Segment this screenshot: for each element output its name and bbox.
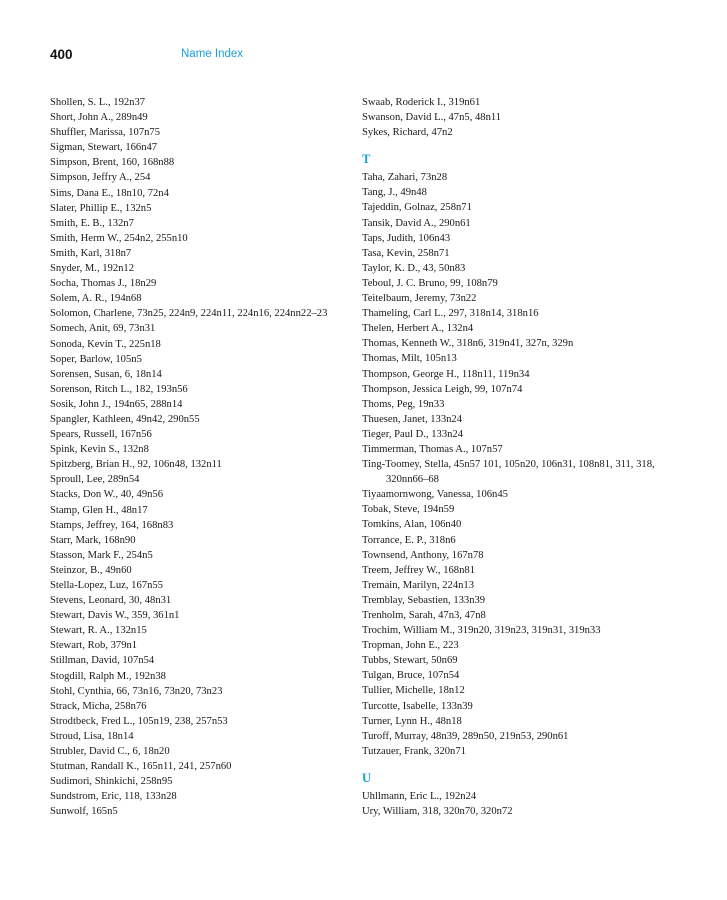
index-entry: Solomon, Charlene, 73n25, 224n9, 224n11, 224n16, 224nn22–23: [50, 308, 328, 320]
index-entry: Smith, Herm W., 254n2, 255n10: [50, 232, 188, 244]
index-entry: Spears, Russell, 167n56: [50, 429, 152, 441]
index-entry: Stewart, Rob, 379n1: [50, 640, 138, 652]
index-entry: Sigman, Stewart, 166n47: [50, 142, 158, 154]
index-entry: Simpson, Brent, 160, 168n88: [50, 157, 175, 169]
index-entry: Taha, Zahari, 73n28: [362, 172, 448, 184]
index-entry: Taps, Judith, 106n43: [362, 232, 451, 244]
index-entry: Short, John A., 289n49: [50, 112, 148, 124]
index-entry: Thompson, Jessica Leigh, 99, 107n74: [362, 383, 523, 395]
index-entry: Stevens, Leonard, 30, 48n31: [50, 595, 172, 607]
index-entry: Simpson, Jeffry A., 254: [50, 172, 151, 184]
index-entry: Stella-Lopez, Luz, 167n55: [50, 580, 163, 591]
index-entry: Thuesen, Janet, 133n24: [362, 413, 463, 425]
index-entry: Starr, Mark, 168n90: [50, 534, 136, 546]
index-entry: Sudimori, Shinkichi, 258n95: [50, 776, 173, 788]
section-letter-u: U: [362, 770, 372, 785]
page-number: 400: [50, 47, 73, 62]
index-entry: Treem, Jeffrey W., 168n81: [362, 564, 475, 576]
index-entry: Tansik, David A., 290n61: [362, 217, 471, 229]
index-entry: Shollen, S. L., 192n37: [50, 97, 146, 108]
index-entry: Stewart, Davis W., 359, 361n1: [50, 610, 180, 622]
index-entry: Thompson, George H., 118n11, 119n34: [362, 368, 530, 380]
index-entry: Snyder, M., 192n12: [50, 263, 135, 275]
index-entry: Steinzor, B., 49n60: [50, 564, 132, 576]
index-entry: Thoms, Peg, 19n33: [362, 398, 445, 410]
index-entry: Stamp, Glen H., 48n17: [50, 504, 148, 516]
index-entry: Smith, Karl, 318n7: [50, 247, 132, 259]
index-entry: Turner, Lynn H., 48n18: [362, 715, 462, 727]
index-entry: Turcotte, Isabelle, 133n39: [362, 700, 473, 712]
index-entry: Trochim, William M., 319n20, 319n23, 319n31, 319n33: [362, 625, 601, 637]
index-entry: Sunwolf, 165n5: [50, 806, 118, 818]
index-entry: Sonoda, Kevin T., 225n18: [50, 338, 161, 350]
index-entry: Strack, Micha, 258n76: [50, 700, 147, 712]
index-entry: Tropman, John E., 223: [362, 640, 459, 652]
index-entry: Spitzberg, Brian H., 92, 106n48, 132n11: [50, 459, 222, 471]
index-entry: Stamps, Jeffrey, 164, 168n83: [50, 519, 174, 531]
index-entry: Thelen, Herbert A., 132n4: [362, 323, 474, 335]
index-entry: Tobak, Steve, 194n59: [362, 504, 455, 516]
index-entry: Solem, A. R., 194n68: [50, 293, 142, 305]
page-header: [0, 47, 727, 67]
index-entry: Stogdill, Ralph M., 192n38: [50, 670, 166, 682]
index-entry: Tieger, Paul D., 133n24: [362, 428, 464, 440]
index-entry: Swanson, David L., 47n5, 48n11: [362, 112, 502, 124]
index-entry: Thomas, Milt, 105n13: [362, 353, 457, 365]
index-entry: Ury, William, 318, 320n70, 320n72: [362, 806, 513, 818]
index-entry: Sykes, Richard, 47n2: [362, 127, 453, 139]
index-entry: Smith, E. B., 132n7: [50, 217, 134, 229]
index-entry: Ting-Toomey, Stella, 45n57 101, 105n20, 106n31, 108n81, 311, 318, 320nn66–68: [362, 459, 655, 486]
index-entry: Stutman, Randall K., 165n11, 241, 257n60: [50, 761, 232, 773]
index-entry: Stohl, Cynthia, 66, 73n16, 73n20, 73n23: [50, 685, 223, 697]
index-entry: Sundstrom, Eric, 118, 133n28: [50, 791, 177, 803]
index-entry: Socha, Thomas J., 18n29: [50, 278, 157, 290]
index-entry: Strodtbeck, Fred L., 105n19, 238, 257n53: [50, 715, 228, 727]
index-entry: Thameling, Carl L., 297, 318n14, 318n16: [362, 308, 539, 320]
index-entry: Tremblay, Sebastien, 133n39: [362, 594, 486, 606]
index-entry: Stasson, Mark F., 254n5: [50, 549, 153, 561]
index-entry: Stillman, David, 107n54: [50, 655, 155, 667]
index-entry: Stacks, Don W., 40, 49n56: [50, 489, 164, 501]
index-entry: Swaab, Roderick I., 319n61: [362, 97, 481, 108]
index-entry: Sorensen, Susan, 6, 18n14: [50, 368, 162, 380]
index-entry: Spink, Kevin S., 132n8: [50, 444, 149, 456]
index-entry: Trenholm, Sarah, 47n3, 47n8: [362, 610, 486, 621]
index-entry: Spangler, Kathleen, 49n42, 290n55: [50, 413, 200, 425]
index-entry: Townsend, Anthony, 167n78: [362, 549, 484, 561]
index-entry: Stewart, R. A., 132n15: [50, 625, 147, 637]
index-entry: Strubler, David C., 6, 18n20: [50, 746, 170, 758]
index-entry: Stroud, Lisa, 18n14: [50, 730, 134, 742]
index-entry: Shuffler, Marissa, 107n75: [50, 127, 161, 139]
index-entry: Sorenson, Ritch L., 182, 193n56: [50, 383, 188, 395]
index-entry: Tiyaamornwong, Vanessa, 106n45: [362, 489, 508, 501]
index-entry: Tremain, Marilyn, 224n13: [362, 579, 475, 591]
section-letter-t: T: [362, 152, 371, 167]
index-entry: Tomkins, Alan, 106n40: [362, 519, 462, 531]
running-head: Name Index: [181, 48, 244, 60]
index-entry: Tang, J., 49n48: [362, 187, 427, 199]
index-entry: Tasa, Kevin, 258n71: [362, 247, 450, 259]
index-entry: Tullier, Michelle, 18n12: [362, 685, 465, 697]
index-entry: Thomas, Kenneth W., 318n6, 319n41, 327n, 329n: [362, 338, 574, 350]
index-entry: Timmerman, Thomas A., 107n57: [362, 443, 503, 455]
index-entry: Sosik, John J., 194n65, 288n14: [50, 398, 183, 410]
index-entry: Tulgan, Bruce, 107n54: [362, 670, 460, 682]
index-entry: Soper, Barlow, 105n5: [50, 353, 142, 365]
index-entry: Torrance, E. P., 318n6: [362, 534, 456, 546]
index-entry: Tubbs, Stewart, 50n69: [362, 655, 458, 667]
index-entry: Sims, Dana E., 18n10, 72n4: [50, 187, 169, 199]
index-column-right: [362, 95, 662, 819]
index-entry: Uhllmann, Eric L., 192n24: [362, 790, 477, 802]
index-entry: Teboul, J. C. Bruno, 99, 108n79: [362, 277, 498, 289]
index-entry: Tutzauer, Frank, 320n71: [362, 745, 466, 757]
index-entry: Teitelbaum, Jeremy, 73n22: [362, 293, 477, 305]
index-entry: Sproull, Lee, 289n54: [50, 474, 140, 486]
index-entry: Turoff, Murray, 48n39, 289n50, 219n53, 290n61: [362, 730, 569, 742]
index-entry: Somech, Anit, 69, 73n31: [50, 323, 156, 335]
index-entry: Tajeddin, Golnaz, 258n71: [362, 202, 472, 214]
index-column-left: [50, 95, 340, 820]
index-entry: Slater, Phillip E., 132n5: [50, 202, 152, 214]
index-entry: Taylor, K. D., 43, 50n83: [362, 262, 466, 274]
